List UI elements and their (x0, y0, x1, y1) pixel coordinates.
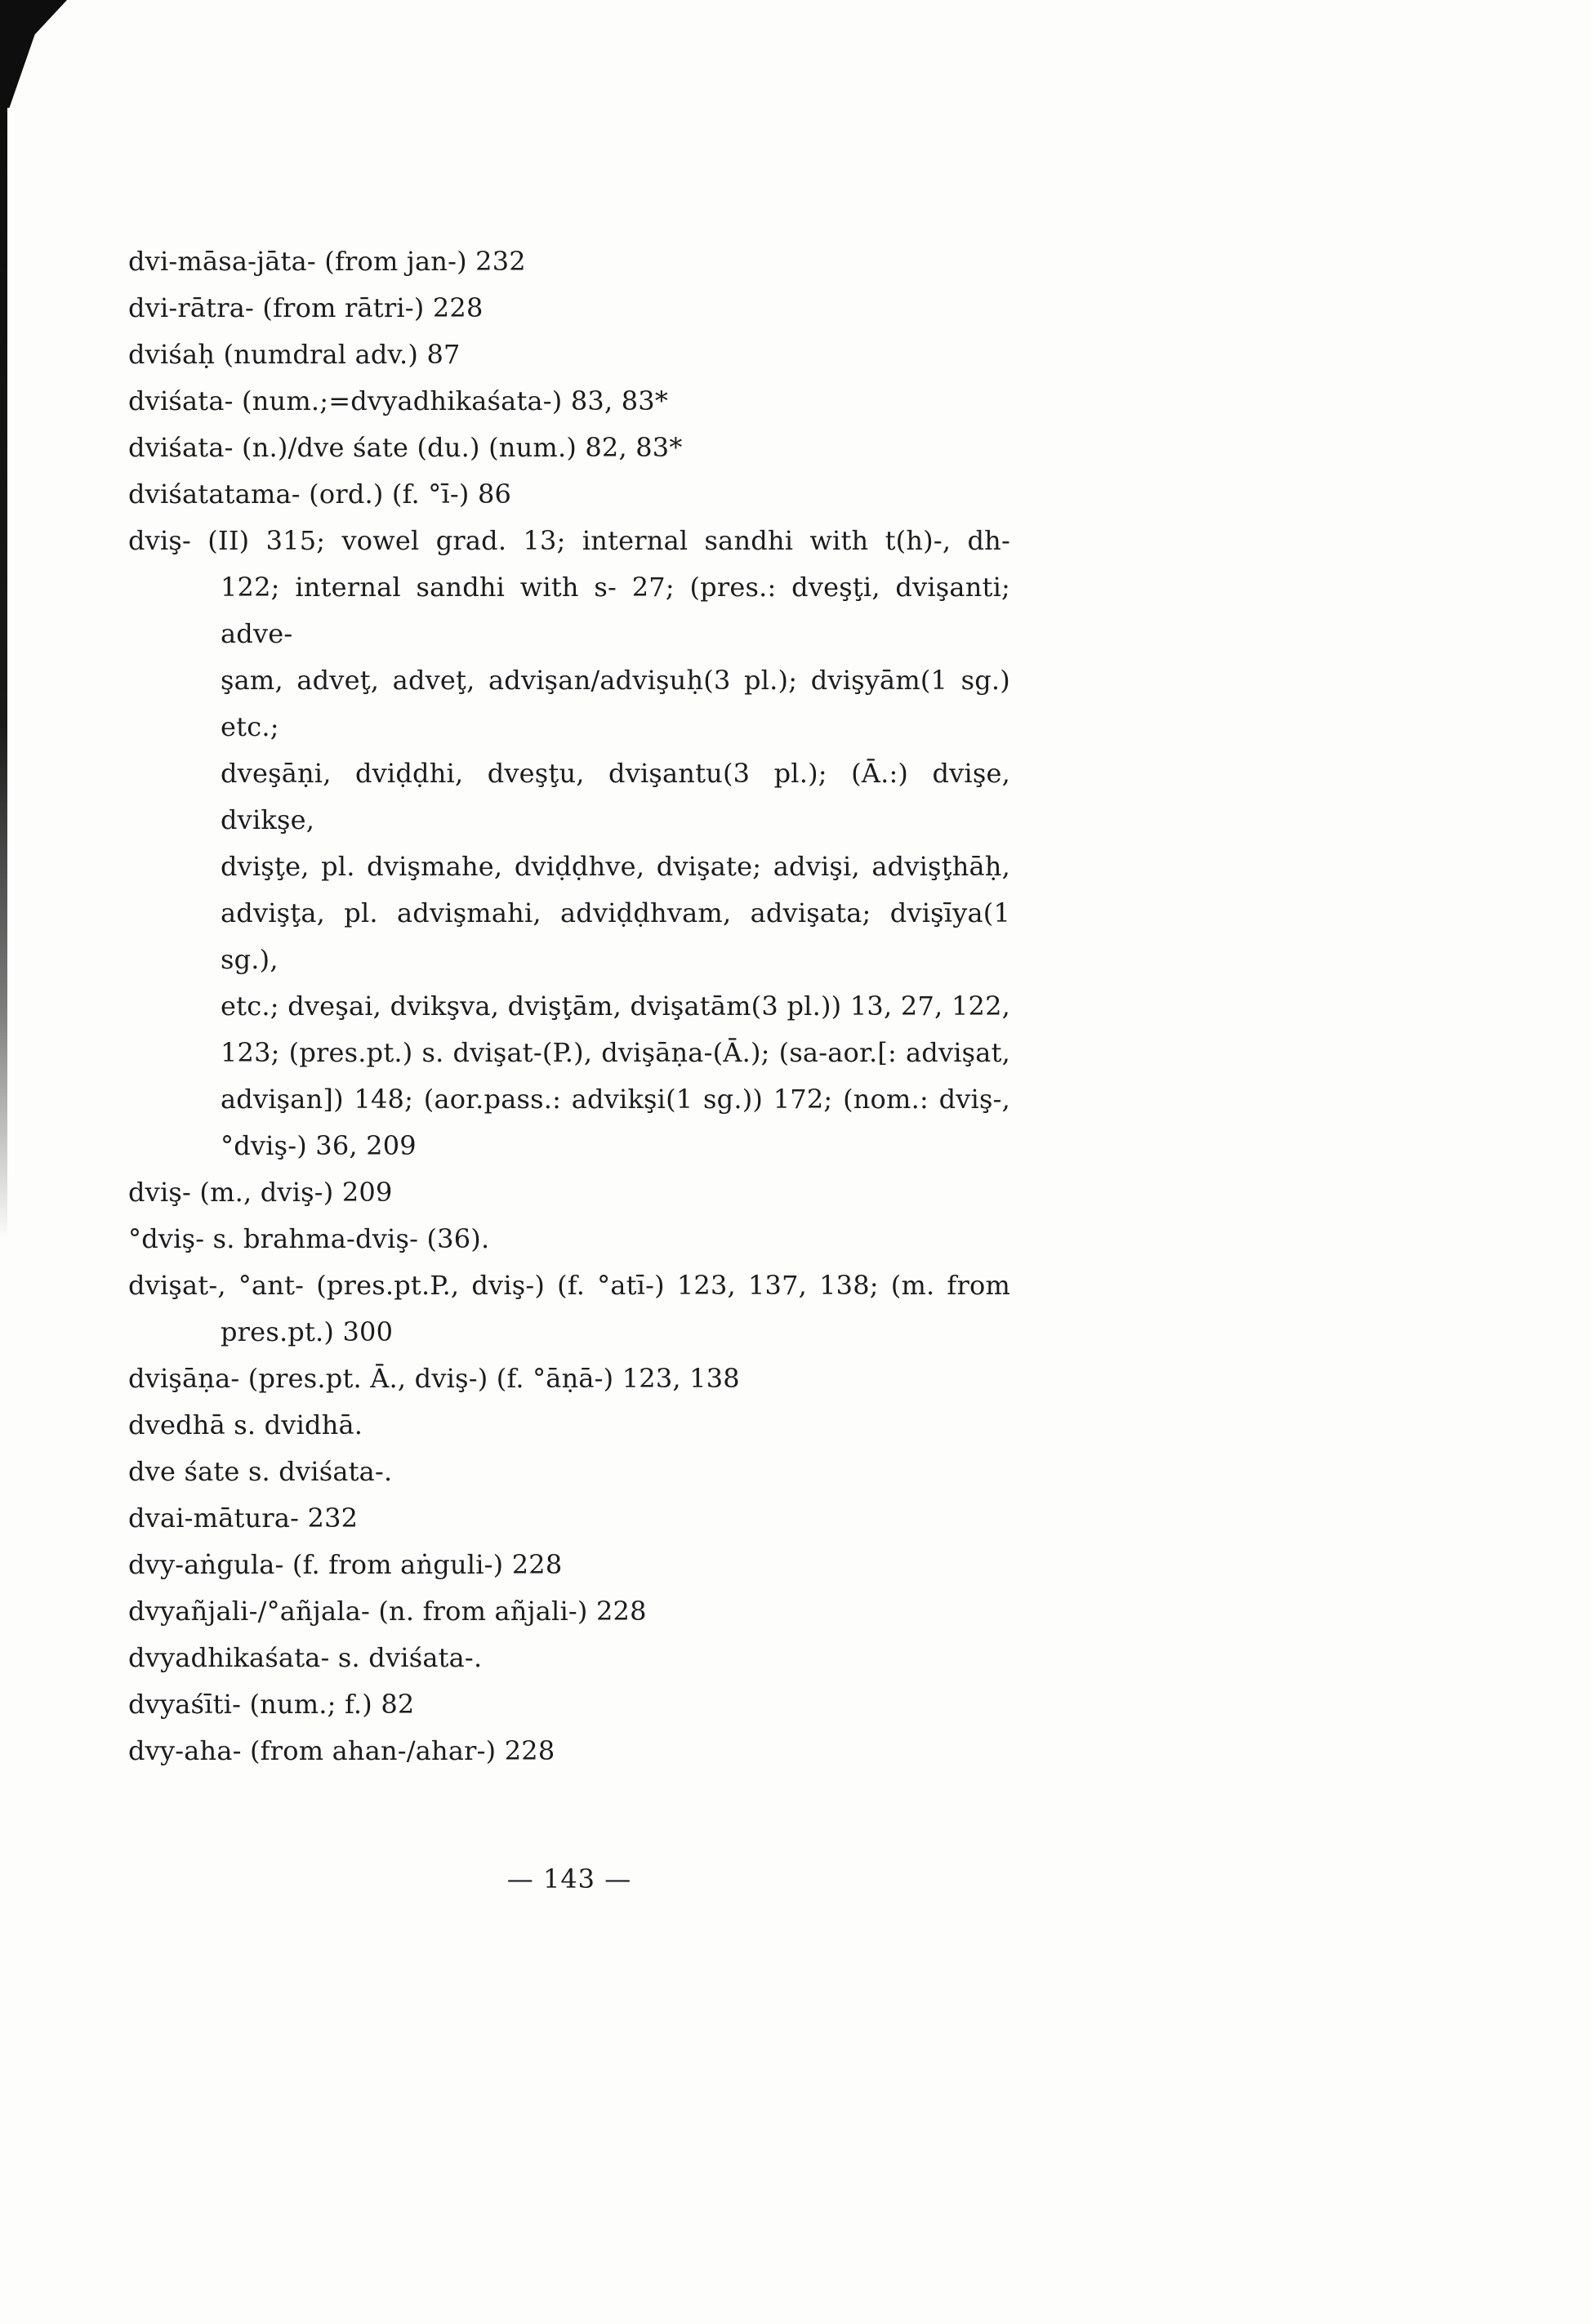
entry-line: dvi-māsa-jāta- (from jan-) 232 (128, 246, 526, 277)
entry-line: dvişāṇa- (pres.pt. Ā., dviş-) (f. °āṇā-) 123, 138 (128, 1363, 740, 1394)
entry-line: dviśaḥ (numdral adv.) 87 (128, 339, 461, 370)
entry-line: pres.pt.) 300 (221, 1316, 394, 1347)
entry-line: dve śate s. dviśata-. (128, 1456, 393, 1487)
entry-line: dviśata- (num.;=dvyadhikaśata-) 83, 83* (128, 385, 669, 416)
entry-line: °dviş- s. brahma-dviş- (36). (128, 1223, 490, 1254)
entry-line: advişţa, pl. advişmahi, adviḍḍhvam, advişata; dvişīya(1 sg.), (221, 897, 1010, 975)
dictionary-entry-list (128, 238, 1010, 1903)
entry-line: dvy-aha- (from ahan-/ahar-) 228 (128, 1735, 555, 1766)
entry-line: advişan]) 148; (aor.pass.: advikşi(1 sg.)) 172; (nom.: dviş-, (221, 1084, 1010, 1115)
entry-line: dvedhā s. dvidhā. (128, 1409, 363, 1440)
entry-line: dviş- (II) 315; vowel grad. 13; internal sandhi with t(h)-, dh- (128, 525, 1010, 556)
entry-line: dvişat-, °ant- (pres.pt.P., dviş-) (f. °atī-) 123, 137, 138; (m. from (128, 1270, 1010, 1301)
entry-line: dvyañjali-/°añjala- (n. from añjali-) 228 (128, 1596, 647, 1627)
page-number-footer: — 143 — (506, 1863, 632, 1894)
entry-line: şam, adveţ, adveţ, advişan/advişuḥ(3 pl.); dvişyām(1 sg.) etc.; (221, 665, 1010, 742)
entry-line: 123; (pres.pt.) s. dvişat-(P.), dvişāṇa-(Ā.); (sa-aor.[: advişat, (221, 1037, 1010, 1068)
entry-line: dvişţe, pl. dvişmahe, dviḍḍhve, dvişate; advişi, advişţhāḥ, (221, 851, 1010, 882)
entry-line: dviśatatama- (ord.) (f. °ī-) 86 (128, 479, 512, 510)
entry-line: dvyadhikaśata- s. dviśata-. (128, 1642, 483, 1673)
entry-line: °dviş-) 36, 209 (221, 1130, 417, 1161)
scan-binding-line-artifact (0, 96, 7, 1240)
entry-line: dvyaśīti- (num.; f.) 82 (128, 1689, 415, 1720)
entry-line: etc.; dveşai, dvikşva, dvişţām, dvişatām(3 pl.)) 13, 27, 122, (221, 991, 1010, 1022)
scan-corner-artifact (0, 0, 67, 108)
entry-line: dveşāṇi, dviḍḍhi, dveşţu, dvişantu(3 pl.); (Ā.:) dvişe, dvikşe, (221, 758, 1010, 835)
entry-line: dvai-mātura- 232 (128, 1503, 359, 1534)
entry-line: dvi-rātra- (from rātri-) 228 (128, 292, 484, 323)
entry-line: 122; internal sandhi with s- 27; (pres.: dveşţi, dvişanti; adve- (221, 572, 1010, 649)
entry-line: dvy-aṅgula- (f. from aṅguli-) 228 (128, 1549, 563, 1580)
entry-line: dviśata- (n.)/dve śate (du.) (num.) 82, 83* (128, 432, 683, 463)
entry-line: dviş- (m., dviş-) 209 (128, 1177, 393, 1208)
